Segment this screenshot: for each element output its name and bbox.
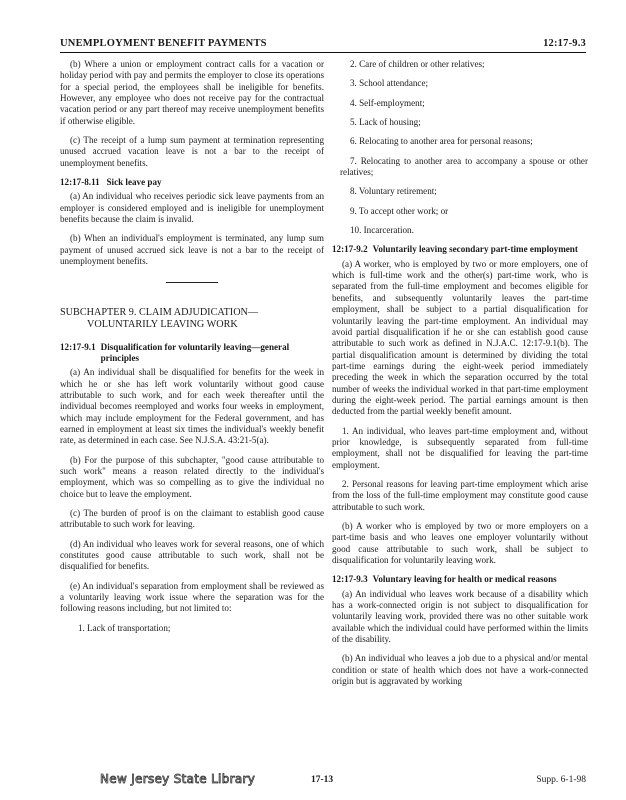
paragraph-9-2-a: (a) A worker, who is employed by two or more employers, one of which is full-time work and the other(s) part-time work, who is separated from the full-time employment and becomes eligible for benefits, and subsequently voluntarily leaves the part-time employment, shall be subject to a partial disqualification for voluntarily leaving the part-time employment. An individual may avoid partial disqualification if he or she can establish good cause attributable to such work as defined in N.J.A.C. 12:17-9.1(b). The partial disqualification amount is determined by dividing the total part-time earnings during the eight-week period immediately preceding the week in which the separation occurred by the total number of weeks the individual worked in that part-time employment during the eight-week period. The partial earnings amount is then deducted from the partial weekly benefit amount. <box>332 258 588 417</box>
paragraph-9-2-b: (b) A worker who is employed by two or more employers on a part-time basis and who leaves one employer voluntarily without good cause attributable to such work, shall be subject to disqualification for voluntarily leaving work. <box>332 521 588 566</box>
section-title: Disqualification for voluntarily leaving—general principles <box>100 341 290 363</box>
paragraph-lump-sum-vacation: (c) The receipt of a lump sum payment at termination representing unused accrued vacation leave is not a bar to the receipt of unemployment benefits. <box>60 135 324 168</box>
library-watermark: New Jersey State Library <box>100 772 256 786</box>
left-column <box>60 59 324 642</box>
section-heading-9-2 <box>332 244 588 255</box>
paragraph-sick-leave-b: (b) When an individual's employment is terminated, any lump sum payment of unused accrued sick leave is not a bar to the receipt of unemployment benefits. <box>60 233 324 267</box>
paragraph-9-1-e: (e) An individual's separation from employment shall be reviewed as a voluntarily leaving work issue where the separation was for the following reasons including, but not limited to: <box>60 580 324 614</box>
list-item: 7. Relocating to another area to accompany a spouse or other relatives; <box>340 155 588 178</box>
list-item: 2. Care of children or other relatives; <box>350 59 485 69</box>
paragraph-9-1-b: (b) For the purpose of this subchapter, "good cause attributable to such work" means a reason related directly to the individual's employment, which was so compelling as to give the individual no choice but to leave the employment. <box>60 454 324 499</box>
page-number: 17-13 <box>311 775 334 785</box>
paragraph-9-1-c: (c) The burden of proof is on the claimant to establish good cause attributable to such work for leaving. <box>60 507 324 530</box>
paragraph-9-2-a-2: 2. Personal reasons for leaving part-time employment which arise from the loss of the full-time employment may constitute good cause attributable to such work. <box>332 478 588 512</box>
running-header <box>60 36 586 53</box>
paragraph-vacation-closure: (b) Where a union or employment contract calls for a vacation or holiday period with pay and permits the employer to close its operations for a special period, the employees shall be ineligible for benefits. However, any employee who does not receive pay for the contractual vacation period or any part thereof may receive unemployment benefits if otherwise eligible. <box>60 59 324 126</box>
paragraph-9-3-b: (b) An individual who leaves a job due to a physical and/or mental condition or state of health which does not have a work-connected origin but is aggravated by working <box>332 653 588 687</box>
section-heading-9-3 <box>332 574 588 585</box>
section-number: 12:17-9.1 <box>60 341 96 352</box>
list-item: 8. Voluntary retirement; <box>350 186 437 197</box>
page-footer <box>60 772 586 790</box>
list-item: 10. Incarceration. <box>350 225 414 236</box>
paragraph-9-2-a-1: 1. An individual, who leaves part-time employment and, without prior knowledge, is subsequently separated from full-time employment, shall not be disqualified for leaving the part-time employment. <box>332 425 588 470</box>
section-number: 12:17-9.3 <box>332 574 368 585</box>
section-heading-8-11 <box>60 177 324 188</box>
list-item: 5. Lack of housing; <box>350 117 421 128</box>
list-item: 1. Lack of transportation; <box>78 622 171 633</box>
section-divider <box>166 282 218 283</box>
section-title: Sick leave pay <box>106 177 162 188</box>
section-title: Voluntarily leaving secondary part-time employment <box>372 244 578 255</box>
paragraph-sick-leave-a: (a) An individual who receives periodic sick leave payments from an employer is considered employed and is ineligible for unemployment benefits because the claim is invalid. <box>60 191 324 225</box>
list-item: 3. School attendance; <box>350 78 429 89</box>
header-section-number: 12:17-9.3 <box>543 38 586 49</box>
list-item: 9. To accept other work; or <box>350 205 449 216</box>
paragraph-9-1-d: (d) An individual who leaves work for several reasons, one of which constitutes good cause attributable to such work, shall not be disqualified for benefits. <box>60 538 324 572</box>
list-item: 6. Relocating to another area for personal reasons; <box>350 136 533 147</box>
section-title: Voluntary leaving for health or medical reasons <box>372 574 557 585</box>
paragraph-9-3-a: (a) An individual who leaves work because of a disability which has a work-connected origin is not subject to disqualification for voluntarily leaving work, provided there was no other suitable work available which the individual could have performed within the limits of the disability. <box>332 588 588 645</box>
right-column <box>332 59 588 695</box>
supplement-date: Supp. 6-1-98 <box>536 775 586 785</box>
subchapter-heading-line2: VOLUNTARILY LEAVING WORK <box>87 319 238 330</box>
subchapter-heading <box>60 307 324 332</box>
header-title: UNEMPLOYMENT BENEFIT PAYMENTS <box>60 38 267 49</box>
paragraph-9-1-a: (a) An individual shall be disqualified for benefits for the week in which he or she has left work voluntarily without good cause attributable to such work, and for each week thereafter until the individual becomes reemployed and works four weeks in employment, which may include employment for the Federal government, and has earned in employment at least six times the individual's weekly benefit rate, as determined in each case. See N.J.S.A. 43:21-5(a). <box>60 367 324 446</box>
section-number: 12:17-8.11 <box>60 177 100 188</box>
section-number: 12:17-9.2 <box>332 244 368 255</box>
subchapter-heading-line1: SUBCHAPTER 9. CLAIM ADJUDICATION— <box>60 306 259 318</box>
list-item: 4. Self-employment; <box>350 97 425 108</box>
section-heading-9-1 <box>60 342 324 365</box>
